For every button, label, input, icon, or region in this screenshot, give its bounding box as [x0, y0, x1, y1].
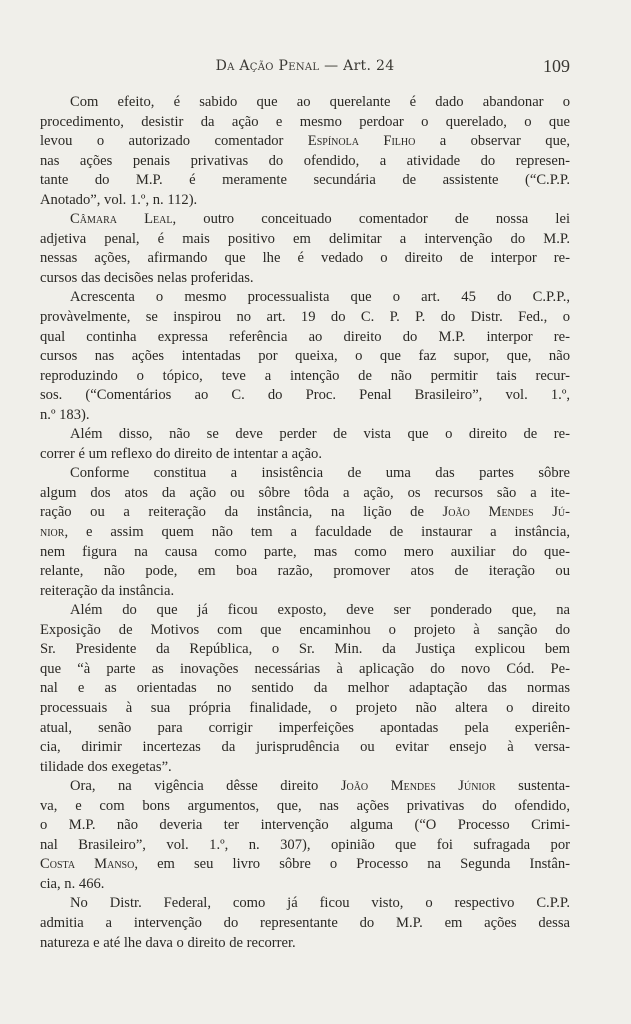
text-line: atual, senão para corrigir imperfeições apontadas pela experiên-	[40, 719, 570, 736]
text-fragment: , outro conceituado comentador de nossa lei	[172, 211, 570, 228]
text-line: tilidade dos exegetas”.	[40, 758, 172, 775]
text-line: nem figura na causa como parte, mas como mero auxiliar do que-	[40, 543, 570, 560]
text-line: provàvelmente, se inspirou no art. 19 do C. P. P. do Distr. Fed., o	[40, 309, 570, 326]
text-line	[40, 503, 570, 523]
author-name: nior	[40, 524, 65, 541]
text-line: No Distr. Federal, como já ficou visto, o respectivo C.P.P.	[70, 895, 570, 912]
author-name: João Mendes Júnior	[340, 778, 496, 795]
text-line: o M.P. não deveria ter intervenção alguma (“O Processo Crimi-	[40, 817, 570, 834]
text-fragment: Ora, na vigência dêsse direito	[70, 778, 341, 795]
text-line: cia, n. 466.	[40, 875, 105, 892]
text-line: Acrescenta o mesmo processualista que o art. 45 do C.P.P.,	[70, 289, 570, 306]
author-name: Espínola Filho	[307, 133, 416, 150]
text-line: sos. (“Comentários ao C. do Proc. Penal Brasileiro”, vol. 1.º,	[40, 387, 570, 404]
author-name: Câmara Leal	[70, 211, 173, 228]
text-line: Sr. Presidente da República, o Sr. Min. da Justiça explicou bem	[40, 641, 570, 658]
text-line: algum dos atos da ação ou sôbre tôda a ação, os recursos são a ite-	[40, 484, 570, 501]
author-name: João Mendes Jú-	[442, 504, 570, 521]
author-name: Costa Manso	[40, 856, 135, 873]
text-line	[40, 855, 570, 875]
text-fragment: ração ou a reiteração da instância, na lição de	[40, 504, 443, 521]
text-line: Além disso, não se deve perder de vista que o direito de re-	[70, 426, 570, 443]
text-line: va, e com bons argumentos, que, nas ações privativas do ofendido,	[40, 797, 570, 814]
running-head-title	[40, 58, 570, 74]
text-line: natureza e até lhe dava o direito de recorrer.	[40, 934, 296, 951]
text-line: Além do que já ficou exposto, deve ser ponderado que, na	[70, 602, 570, 619]
text-fragment: , e assim quem não tem a faculdade de instaurar a instância,	[64, 524, 570, 541]
page-number: 109	[543, 56, 570, 76]
running-header	[40, 56, 570, 80]
text-line: admitia a intervenção do representante do M.P. em ações dessa	[40, 914, 570, 931]
text-fragment: sustenta-	[495, 778, 571, 795]
text-line: Com efeito, é sabido que ao querelante é dado abandonar o	[70, 94, 570, 110]
text-line	[40, 210, 570, 230]
text-line: tante do M.P. é meramente secundária de assistente (“C.P.P.	[40, 172, 570, 189]
text-line: reproduzindo o tópico, teve a intenção de não permitir tais recur-	[40, 367, 570, 384]
text-line: Anotado”, vol. 1.º, n. 112).	[40, 191, 198, 208]
text-line: Exposição de Motivos com que encaminhou o projeto à sanção do	[40, 621, 570, 638]
text-line: cursos das decisões nelas proferidas.	[40, 269, 254, 286]
text-line	[40, 132, 570, 152]
text-line: n.º 183).	[40, 406, 90, 423]
running-head-chapter: Da Ação Penal	[215, 58, 320, 74]
text-line: relante, não pode, em boa razão, promover atos de iteração ou	[40, 563, 570, 580]
text-line: cursos nas ações intentadas por queixa, o que faz supor, que, não	[40, 348, 570, 365]
text-line: qual continha expressa referência ao direito do M.P. interpor re-	[40, 328, 570, 345]
text-line: reiteração da instância.	[40, 582, 175, 599]
text-fragment: a observar que,	[415, 133, 570, 150]
text-line: nessas ações, afirmando que lhe é vedado o direito de interpor re-	[40, 250, 570, 267]
text-line: nal Brasileiro”, vol. 1.º, n. 307), opinião que foi sufragada por	[40, 836, 570, 853]
text-line: cia, dirimir incertezas da jurisprudência ou evitar ensejo à versa-	[40, 739, 570, 756]
body-text	[40, 93, 570, 953]
text-line: procedimento, desistir da ação e mesmo perdoar o querelado, o que	[40, 113, 570, 130]
text-fragment: levou o autorizado comentador	[40, 133, 308, 150]
text-line: processuais à sua própria finalidade, o projeto não altera o direito	[40, 699, 570, 716]
text-line: nal e as orientadas no sentido da melhor adaptação das normas	[40, 680, 570, 697]
text-line	[40, 777, 570, 797]
text-line: Conforme constitua a insistência de uma das partes sôbre	[70, 465, 570, 482]
text-line: correr é um reflexo do direito de intentar a ação.	[40, 445, 323, 462]
text-line: adjetiva penal, é mais positivo em delimitar a intervenção do M.P.	[40, 230, 570, 247]
text-line	[40, 523, 570, 543]
text-line: nas ações penais privativas do ofendido, a atividade do represen-	[40, 152, 570, 169]
text-fragment: , em seu livro sôbre o Processo na Segunda Instân-	[134, 856, 570, 873]
text-line: que “à parte as inovações necessárias à aplicação do novo Cód. Pe-	[40, 660, 570, 677]
running-head-article: — Art. 24	[319, 58, 395, 74]
